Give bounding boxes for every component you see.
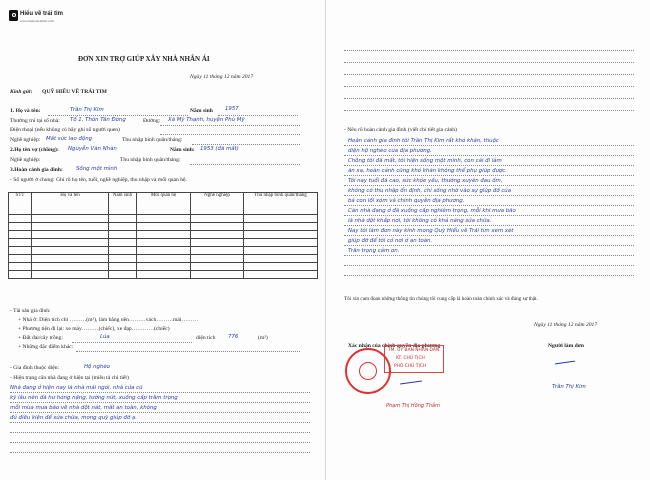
household-label: - Gia đình thuộc diện:	[10, 365, 60, 371]
current-house-label: - Hiện trạng căn nhà đang ở hiện tại (miêu tả chi tiết)	[10, 375, 129, 381]
kinh-gui-label: Kính gửi:	[10, 89, 33, 95]
current-house-line-3: mỗi mùa mưa bão về nhà dột nát, mất an toàn, không	[10, 405, 157, 411]
commit-text: Tôi xin cam đoan những thông tin chúng tôi cung cấp là hoàn toàn chính xác và đúng sự thật.	[344, 296, 538, 302]
spouse-value: Nguyễn Văn Nhàn	[68, 146, 117, 152]
reason-line-9: là nhà dột khắp nơi, tôi không có khả năng sửa chữa.	[348, 218, 492, 224]
assets-land-value: Lúa	[100, 334, 110, 340]
address-value: Tổ 1, Thôn Tân Đông	[70, 117, 126, 123]
spouse-income-label: Thu nhập bình quân/tháng:	[120, 157, 181, 163]
form-page-right	[325, 0, 650, 480]
stamp-line-2: KT. CHỦ TỊCH	[396, 356, 425, 361]
household-value: Hộ nghèo	[84, 364, 110, 370]
date-line: Ngày 11 tháng 12 năm 2017	[190, 74, 254, 80]
th-job: Nghề nghiệp	[191, 193, 244, 215]
spouse-birth-label: Năm sinh:	[170, 147, 195, 153]
assets-house: + Nhà ở: Diện tích chỉ ………(m²), làm bằng nền………vách………mái………	[18, 317, 199, 323]
reason-line-4: ăn xa, hoàn cảnh cũng khó khăn không thể phụ giúp được.	[348, 168, 507, 174]
name-value: Trần Thị Kim	[70, 107, 104, 113]
assets-vehicles: + Phương tiện đi lại: xe máy………(chiếc), xe đạp…………(chiếc)	[18, 326, 170, 332]
reason-line-7: bà con lối xóm và chính quyền địa phương.	[348, 198, 465, 204]
th-relation: Mối quan hệ	[137, 193, 191, 215]
th-income: Thu nhập bình quân/tháng	[244, 193, 318, 215]
reason-line-10: Nay tôi làm đơn này kính mong Quỹ Hiểu về Trái tim xem xét	[348, 228, 514, 234]
assets-other: + Những đặc điểm khác:	[18, 344, 74, 350]
assets-area-value: 776	[228, 334, 239, 340]
heart-logo-icon	[9, 10, 18, 21]
reason-line-12: Trân trọng cảm ơn.	[348, 248, 400, 254]
date-line-2: Ngày 11 tháng 12 năm 2017	[534, 322, 598, 328]
income-label: Thu nhập bình quân/tháng:	[122, 137, 183, 143]
spouse-job-label: Nghề nghiệp:	[10, 157, 41, 163]
reason-line-5: Tôi nay tuổi đã cao, sức khỏe yếu, thường xuyên đau ốm,	[348, 178, 503, 184]
reason-line-6: không có thu nhập ổn định, chỉ sống nhờ vào sự giúp đỡ của	[348, 188, 512, 194]
assets-label: - Tài sản gia đình:	[10, 308, 51, 314]
stamp-line-3: PHÓ CHỦ TỊCH	[394, 364, 427, 369]
assets-land-label: + Đất đai/cây trồng:	[18, 335, 63, 341]
spouse-birth-value: 1953 (đã mất)	[200, 146, 239, 152]
kinh-gui-value: QUỸ HIỂU VỀ TRÁI TIM	[42, 89, 107, 95]
phone-label: Điện thoại (nếu không có hãy ghi số người quen)	[10, 127, 120, 133]
address-label: Thường trú tại số nhà:	[10, 118, 60, 124]
members-table	[8, 192, 318, 279]
members-label: - Số người ở chung: Ghi rõ họ tên, tuổi, nghề nghiệp, thu nhập và mối quan hệ.	[10, 177, 187, 183]
street-value: Xã Mỹ Thạnh, huyện Phù Mỹ	[168, 117, 245, 123]
street-label: Đường:	[143, 118, 161, 124]
reason-line-2: diện hộ nghèo của địa phương.	[348, 148, 432, 154]
reason-line-1: Hoàn cảnh gia đình tôi Trần Thị Kim rất khó khăn, thuộc	[348, 138, 499, 144]
current-house-line-2: kỹ lâu nên đã hư hỏng nặng, tường nứt, xuống cấp trầm trọng	[10, 395, 178, 401]
applicant-name: Trần Thị Kim	[552, 384, 586, 390]
birth-label: Năm sinh	[190, 108, 213, 114]
official-seal-icon	[345, 348, 391, 394]
assets-area-unit: (m²)	[258, 335, 268, 341]
reason-line-8: Căn nhà đang ở đã xuống cấp nghiêm trọng, mỗi khi mưa bão	[348, 208, 516, 214]
reason-label: - Nêu rõ hoàn cảnh gia đình (viết chi tiết gia cảnh)	[344, 127, 457, 133]
reason-line-3: Chồng tôi đã mất, tôi hiện sống một mình, con cái đi làm	[348, 158, 502, 164]
confirm-label: Xác nhận của chính quyền địa phương	[348, 343, 441, 349]
family-label: 3.Hoàn cảnh gia đình:	[10, 167, 63, 173]
current-house-line-4: đủ điều kiện để sửa chữa, mong quỹ giúp đỡ ạ.	[10, 415, 137, 421]
logo-text: Hiểu về trái tim	[20, 11, 64, 17]
form-title: ĐƠN XIN TRỢ GIÚP XÂY NHÀ NHÂN ÁI	[78, 55, 210, 63]
stamp-line-1: TM. ỦY BAN NHÂN DÂN	[388, 348, 440, 353]
th-name: Họ và tên	[32, 193, 109, 215]
name-label: 1. Họ và tên:	[10, 108, 41, 114]
job-value: Mất sức lao động	[46, 136, 93, 142]
current-house-line-1: Nhà đang ở hiện nay là nhà mái ngói, nhà cửa cũ	[10, 385, 143, 391]
job-label: Nghề nghiệp:	[10, 137, 41, 143]
spouse-label: 2.Họ tên vợ (chồng):	[10, 147, 59, 153]
logo-url: www.hieuvetraitim.com	[20, 19, 54, 23]
assets-area-label: diện tích	[196, 335, 216, 341]
th-birth: Năm sinh	[109, 193, 137, 215]
applicant-label: Người làm đơn	[548, 343, 584, 349]
birth-value: 1957	[225, 106, 239, 112]
family-value: Sống một mình	[76, 166, 118, 172]
th-stt: STT	[9, 193, 32, 215]
reason-line-11: giúp đỡ để tôi có nơi ở an toàn.	[348, 238, 433, 244]
official-name: Phạm Thị Hồng Thắm	[386, 403, 440, 409]
